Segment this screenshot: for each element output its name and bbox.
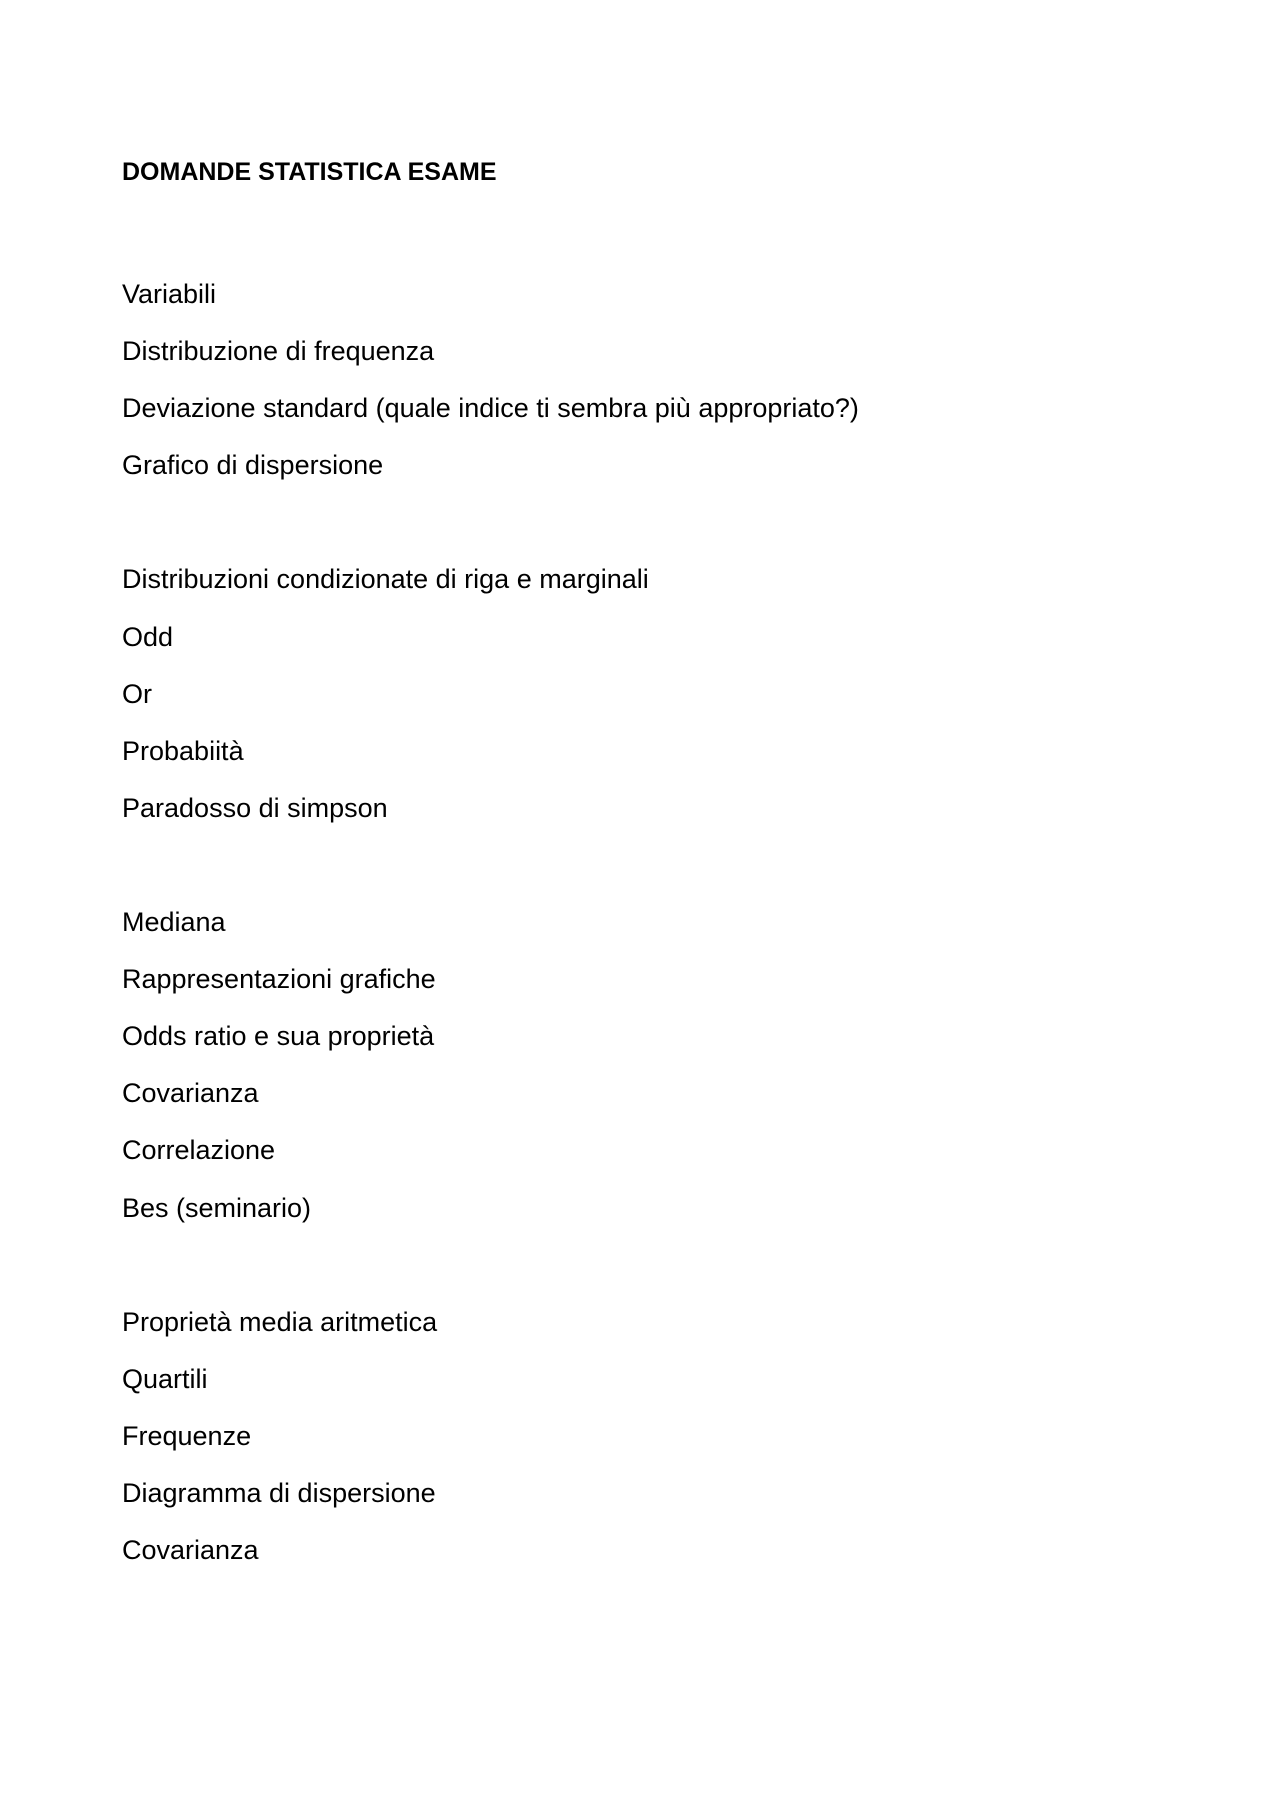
question-group-4 bbox=[122, 1294, 1162, 1579]
question-item: Mediana bbox=[122, 907, 226, 938]
question-item: Odds ratio e sua proprietà bbox=[122, 1021, 435, 1052]
question-item: Odd bbox=[122, 621, 174, 652]
question-item: Correlazione bbox=[122, 1135, 276, 1166]
question-item: Variabili bbox=[122, 279, 217, 309]
blank-line bbox=[122, 837, 1162, 894]
question-item: Quartili bbox=[122, 1363, 208, 1394]
question-item: Grafico di dispersione bbox=[122, 450, 384, 481]
question-item: Distribuzione di frequenza bbox=[122, 336, 435, 367]
question-item: Distribuzioni condizionate di riga e marginali bbox=[122, 564, 649, 595]
question-item: Covarianza bbox=[122, 1078, 259, 1109]
document-title: DOMANDE STATISTICA ESAME bbox=[122, 158, 497, 186]
question-item: Proprietà media aritmetica bbox=[122, 1306, 438, 1337]
blank-line bbox=[122, 192, 1162, 266]
question-item: Bes (seminario) bbox=[122, 1192, 312, 1223]
question-item: Diagramma di dispersione bbox=[122, 1477, 436, 1508]
question-item: Or bbox=[122, 678, 152, 709]
question-item: Deviazione standard (quale indice ti sembra più appropriato?) bbox=[122, 393, 859, 424]
question-item: Rappresentazioni grafiche bbox=[122, 964, 436, 995]
question-item: Frequenze bbox=[122, 1420, 252, 1451]
question-item: Paradosso di simpson bbox=[122, 792, 388, 823]
question-group-3 bbox=[122, 894, 1162, 1237]
question-group-2 bbox=[122, 551, 1162, 836]
blank-line bbox=[122, 494, 1162, 551]
blank-line bbox=[122, 1237, 1162, 1294]
document-body bbox=[122, 152, 1162, 1579]
question-item: Covarianza bbox=[122, 1535, 259, 1566]
question-item: Probabiità bbox=[122, 735, 244, 766]
question-group-1 bbox=[122, 266, 1162, 494]
